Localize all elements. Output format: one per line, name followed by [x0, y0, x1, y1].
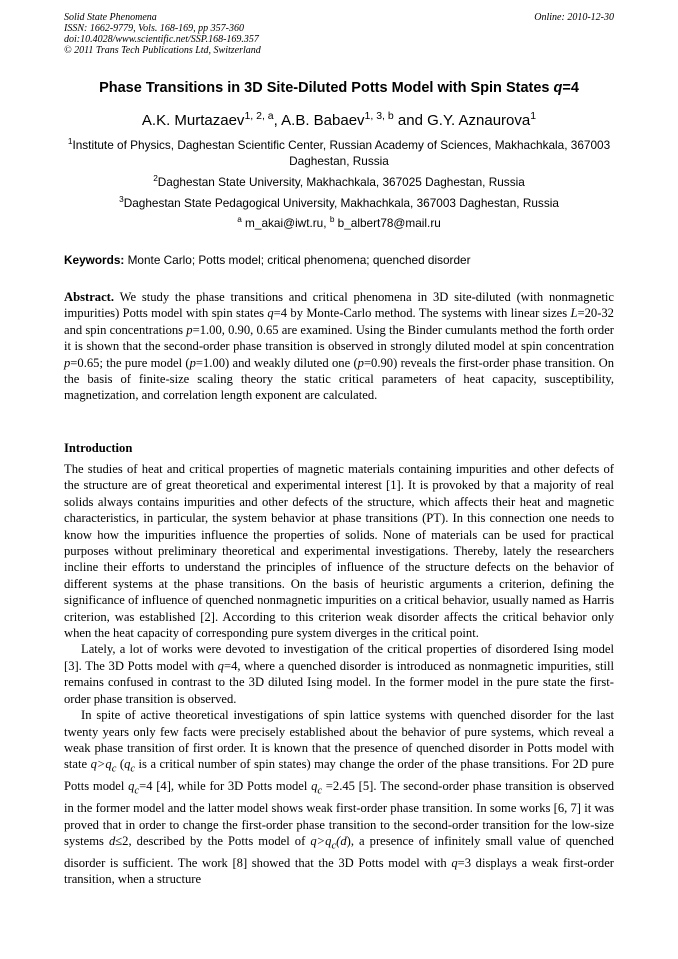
affiliation-1: $^1$Institute of Physics, Daghestan Scientific Center, Russian Academy of Sciences, Makhachkala, 367003 Daghestan, Russia [67, 137, 611, 168]
paragraph-3: In spite of active theoretical investigations of spin lattice systems with quenched disorder for the last twenty years only few facts were precisely established about the behavior of pure systems, which reveal a weak phase transition of first order. It is known that the presence of quenched disorder in Potts model with state $q>q_c$ ($q_c$ is a critical number of spin states) may change the order of the phase transitions. For 2D pure Potts model $q_c=4$ [4], while for 3D Potts model $q_c =2.45$ [5]. The second-order phase transition is observed in the former model and the latter model shows weak first-order phase transition. In some works [6, 7] it was proved that in order to change the first-order phase transition to the second-order transition for the low-size systems d≤2, described by the Potts model of $q>q_c(d)$, a presence of infinitely small value of quenched disorder is sufficient. The work [8] showed that the 3D Potts model with q=3 displays a weak first-order transition, when a structure [64, 708, 615, 887]
introduction-body [64, 461, 614, 888]
abstract: Abstract. We study the phase transitions and critical phenomena in 3D site-diluted (with nonmagnetic impurities) Potts model with spin states q=4 by Monte-Carlo method. The systems with linear sizes L=20-32 and spin concentrations p=1.00, 0.90, 0.65 are examined. Using the Binder cumulants method the forth order it is shown that the second-order phase transition is observed in strongly diluted model at spin concentration p=0.65; the pure model (p=1.00) and weakly diluted one (p=0.90) reveals the first-order phase transition. On the basis of finite-size scaling theory the static critical parameters of heat capacity, susceptibility, magnetization, and correlation length exponent are calculated. [64, 290, 614, 403]
paragraph-2: Lately, a lot of works were devoted to investigation of the critical properties of disordered Ising model [3]. The 3D Potts model with q=4, where a quenched disorder is introduced as nonmagnetic impurities, still remains confused in contrast to the 3D diluted Ising model. In the former model in the pure state the first-order phase transition is observed. [64, 642, 614, 706]
copyright: © 2011 Trans Tech Publications Ltd, Switzerland [64, 45, 261, 56]
affiliation-2: $^2$Daghestan State University, Makhachkala, 367025 Daghestan, Russia [153, 174, 525, 189]
authors: A.K. Murtazaev$^{1, 2, a}$, A.B. Babaev$^{1, 3, b}$ and G.Y. Aznaurova$^1$ [141, 110, 537, 129]
keywords: Keywords: Monte Carlo; Potts model; critical phenomena; quenched disorder [64, 253, 471, 267]
section-heading-introduction: Introduction [64, 441, 133, 455]
emails: $^a$ m_akai@iwt.ru, $^b$ b_albert78@mail.ru [237, 215, 441, 230]
doi: doi:10.4028/www.scientific.net/SSP.168-169.357 [64, 34, 259, 45]
online-date: Online: 2010-12-30 [534, 12, 614, 23]
journal-name: Solid State Phenomena [64, 12, 157, 23]
paragraph-1: The studies of heat and critical properties of magnetic materials containing impurities and other defects of the structure are of great theoretical and experimental interest [1]. It is provoked by that a majority of real solids always contains impurities and other defects of the structure, which affects their heat and magnetic characteristics, in particular, the system behavior at phase transitions (PT). In this connection one needs to know how the impurities influence the properties of solids. None of materials can be used for practical purposes without preliminary theoretical and experimental investigations. Thereby, lately the researchers incline their efforts to understand the principles of influence of the structure defects on the behavior of different systems at the phase transitions. On the basis of heuristic arguments a criterion, defining the significance of influence of quenched nonmagnetic impurities on a critical behavior, usually named as Harris criterion, was established [2]. According to this criterion weak disorder affects the critical behavior only when the heat capacity of corresponding pure system diverges in the critical point. [64, 462, 614, 641]
journal-header [64, 12, 261, 56]
paper-title: Phase Transitions in 3D Site-Diluted Potts Model with Spin States q=4 [99, 80, 579, 96]
affiliation-3: $^3$Daghestan State Pedagogical University, Makhachkala, 367003 Daghestan, Russia [119, 195, 559, 210]
issn: ISSN: 1662-9779, Vols. 168-169, pp 357-360 [64, 23, 244, 34]
